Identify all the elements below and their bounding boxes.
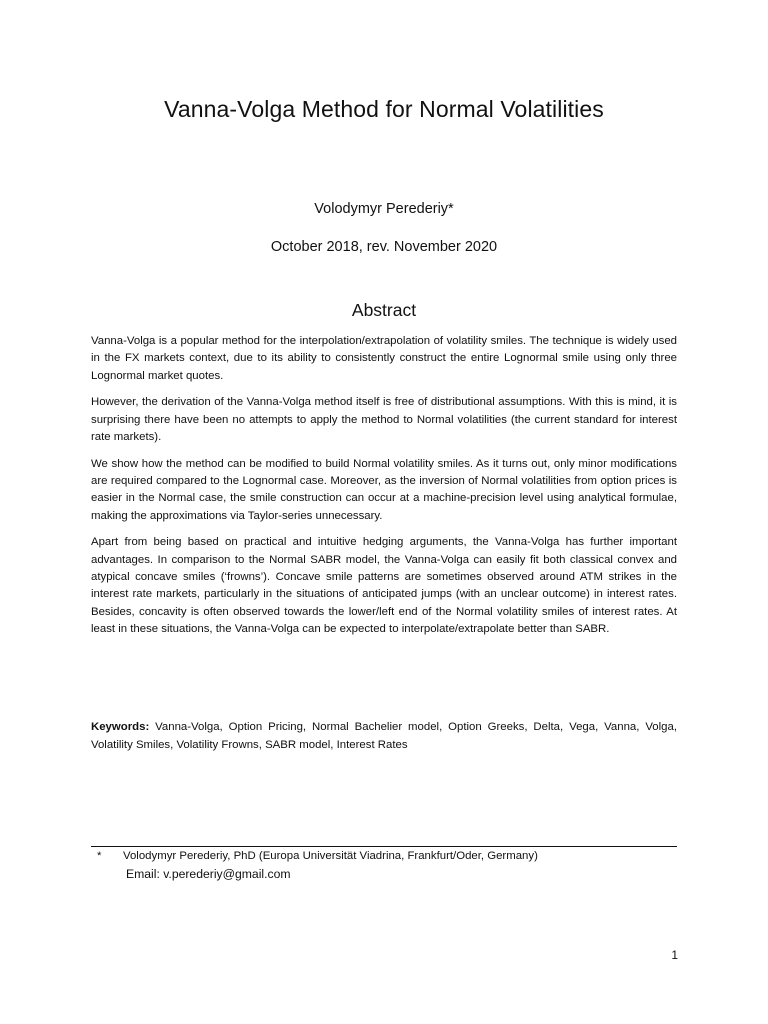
footnote-marker: * — [97, 850, 102, 862]
abstract-paragraph: Vanna-Volga is a popular method for the interpolation/extrapolation of volatility smiles. The technique is widely used in the FX markets context, due to its ability to consistently construct the entire Lognormal smile using only three Lognormal market quotes. — [91, 335, 677, 382]
abstract-paragraph: However, the derivation of the Vanna-Volga method itself is free of distributional assumptions. With this is mind, it is surprising there have been no attempts to apply the method to Normal volatilities (the current standard for interest rate markets). — [91, 396, 677, 443]
keywords-label: Keywords: — [91, 721, 150, 733]
publication-date: October 2018, rev. November 2020 — [270, 239, 498, 255]
footnote-email: Email: v.perederiy@gmail.com — [126, 867, 291, 881]
keywords-section — [91, 718, 677, 754]
footnote-affiliation-line — [97, 847, 677, 865]
keywords-list: Vanna-Volga, Option Pricing, Normal Bachelier model, Option Greeks, Delta, Vega, Vanna, Volga, Volatility Smiles, Volatility Frowns, SABR model, Interest Rates — [91, 721, 677, 751]
page-number: 1 — [671, 948, 678, 962]
abstract-paragraph: We show how the method can be modified to build Normal volatility smiles. As it turns out, only minor modifications are required compared to the Lognormal case. Moreover, as the inversion of Normal volatilities from option prices is easier in the Normal case, the smile construction can occur at a machine-precision level using analytical formulae, making the approximations via Taylor-series unnecessary. — [91, 457, 677, 522]
abstract-heading: Abstract — [351, 300, 417, 320]
abstract-paragraph: Apart from being based on practical and intuitive hedging arguments, the Vanna-Volga has further important advantages. In comparison to the Normal SABR model, the Vanna-Volga can easily fit both classical convex and atypical concave smiles (‘frowns’). Concave smile patterns are sometimes observed around ATM strikes in the interest rate markets, particularly in the situations of anticipated jumps (with an unclear outcome) in interest rates. Besides, concavity is often observed towards the lower/left end of the Normal volatility smiles of interest rates. At least in these situations, the Vanna-Volga can be expected to interpolate/extrapolate better than SABR. — [91, 536, 677, 635]
abstract-body — [91, 333, 677, 648]
author-name: Volodymyr Perederiy* — [314, 201, 454, 217]
footnote-affiliation: Volodymyr Perederiy, PhD (Europa Universität Viadrina, Frankfurt/Oder, Germany) — [123, 850, 538, 862]
paper-title: Vanna-Volga Method for Normal Volatilities — [164, 96, 604, 122]
footnote — [97, 847, 677, 883]
